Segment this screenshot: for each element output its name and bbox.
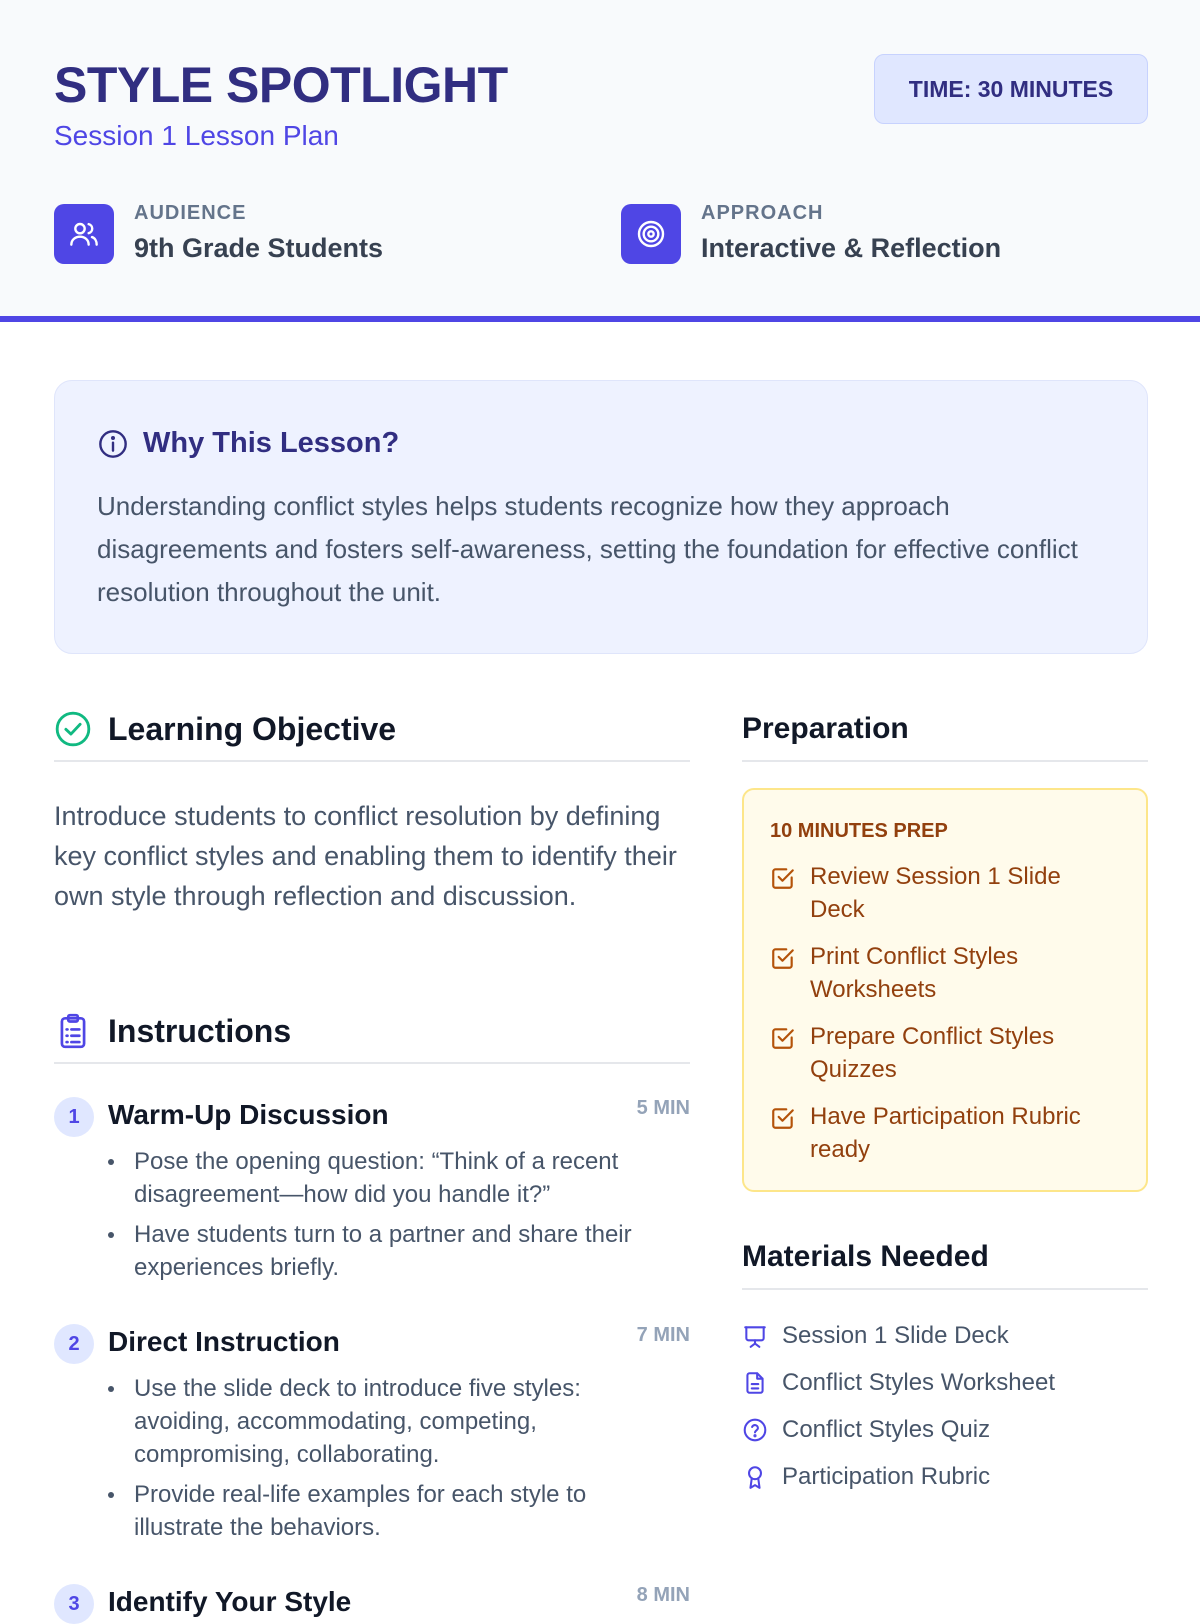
step-bullet: Use the slide deck to introduce five styles: avoiding, accommodating, competing, compromising, collaborating. (134, 1372, 674, 1471)
approach-value: Interactive & Reflection (701, 233, 1002, 263)
users-icon (54, 204, 114, 264)
why-lesson-text: Understanding conflict styles helps students recognize how they approach disagreements and fosters self-awareness, setting the foundation for effective conflict resolution throughout the unit. (97, 491, 1078, 607)
step-time: 5 MIN (636, 1097, 690, 1119)
step-title: Identify Your Style (108, 1586, 352, 1617)
help-circle-icon (742, 1417, 768, 1443)
step-bullets (134, 1372, 674, 1551)
material-item (742, 1453, 1148, 1500)
prep-item (770, 1020, 1120, 1086)
why-lesson-title: Why This Lesson? (143, 427, 400, 459)
prep-item-label: Have Participation Rubric ready (810, 1103, 1081, 1163)
material-label: Conflict Styles Quiz (782, 1415, 991, 1443)
step-time: 7 MIN (636, 1324, 690, 1346)
target-icon (621, 204, 681, 264)
approach-meta (621, 200, 1001, 264)
audience-meta (54, 200, 383, 264)
step-title: Direct Instruction (108, 1326, 340, 1357)
step-bullet: Have students turn to a partner and share their experiences briefly. (134, 1218, 674, 1284)
prep-item (770, 940, 1120, 1006)
info-icon (97, 428, 129, 460)
prep-item (770, 860, 1120, 926)
preparation-box (742, 788, 1148, 1192)
material-item (742, 1359, 1148, 1406)
checkbox-icon (770, 1105, 796, 1131)
prep-item (770, 1100, 1120, 1166)
why-lesson-heading (97, 427, 399, 460)
objective-title: Learning Objective (108, 710, 397, 747)
materials-list (742, 1312, 1148, 1500)
step-bullet: Provide real-life examples for each style to illustrate the behaviors. (134, 1478, 674, 1544)
presentation-icon (742, 1323, 768, 1349)
check-circle-icon (54, 710, 92, 748)
checkbox-icon (770, 945, 796, 971)
prep-item-label: Review Session 1 Slide Deck (810, 863, 1061, 923)
material-item (742, 1312, 1148, 1359)
material-label: Participation Rubric (782, 1462, 991, 1490)
materials-heading (742, 1226, 1148, 1290)
page-subtitle: Session 1 Lesson Plan (54, 120, 339, 151)
checkbox-icon (770, 865, 796, 891)
step-number: 2 (54, 1324, 94, 1364)
step-number: 3 (54, 1584, 94, 1624)
time-badge: TIME: 30 MINUTES (874, 54, 1148, 124)
clipboard-list-icon (54, 1012, 92, 1050)
preparation-title: Preparation (742, 712, 909, 745)
instructions-heading (54, 1000, 690, 1064)
objective-text: Introduce students to conflict resolution by defining key conflict styles and enabling them to identify their own style through reflection and discussion. (54, 801, 677, 911)
material-label: Conflict Styles Worksheet (782, 1368, 1055, 1396)
why-lesson-box (54, 380, 1148, 654)
document-icon (742, 1370, 768, 1396)
step-bullet: Pose the opening question: “Think of a recent disagreement—how did you handle it?” (134, 1145, 674, 1211)
prep-time-label: 10 MINUTES PREP (770, 820, 948, 842)
prep-item-label: Print Conflict Styles Worksheets (810, 943, 1019, 1003)
prep-item-label: Prepare Conflict Styles Quizzes (810, 1023, 1055, 1083)
material-item (742, 1406, 1148, 1453)
preparation-heading (742, 698, 1148, 762)
step-time: 8 MIN (636, 1584, 690, 1606)
checkbox-icon (770, 1025, 796, 1051)
step-number: 1 (54, 1097, 94, 1137)
instructions-title: Instructions (108, 1012, 292, 1049)
step-bullets (134, 1145, 674, 1291)
prep-checklist (770, 860, 1120, 1180)
audience-value: 9th Grade Students (134, 233, 384, 263)
approach-label: APPROACH (701, 202, 824, 224)
objective-heading (54, 698, 690, 762)
materials-title: Materials Needed (742, 1240, 989, 1273)
audience-label: AUDIENCE (134, 202, 247, 224)
step-title: Warm-Up Discussion (108, 1099, 389, 1130)
page-title: STYLE SPOTLIGHT (54, 57, 508, 113)
lesson-header (0, 0, 1200, 322)
award-icon (742, 1464, 768, 1490)
material-label: Session 1 Slide Deck (782, 1321, 1009, 1349)
